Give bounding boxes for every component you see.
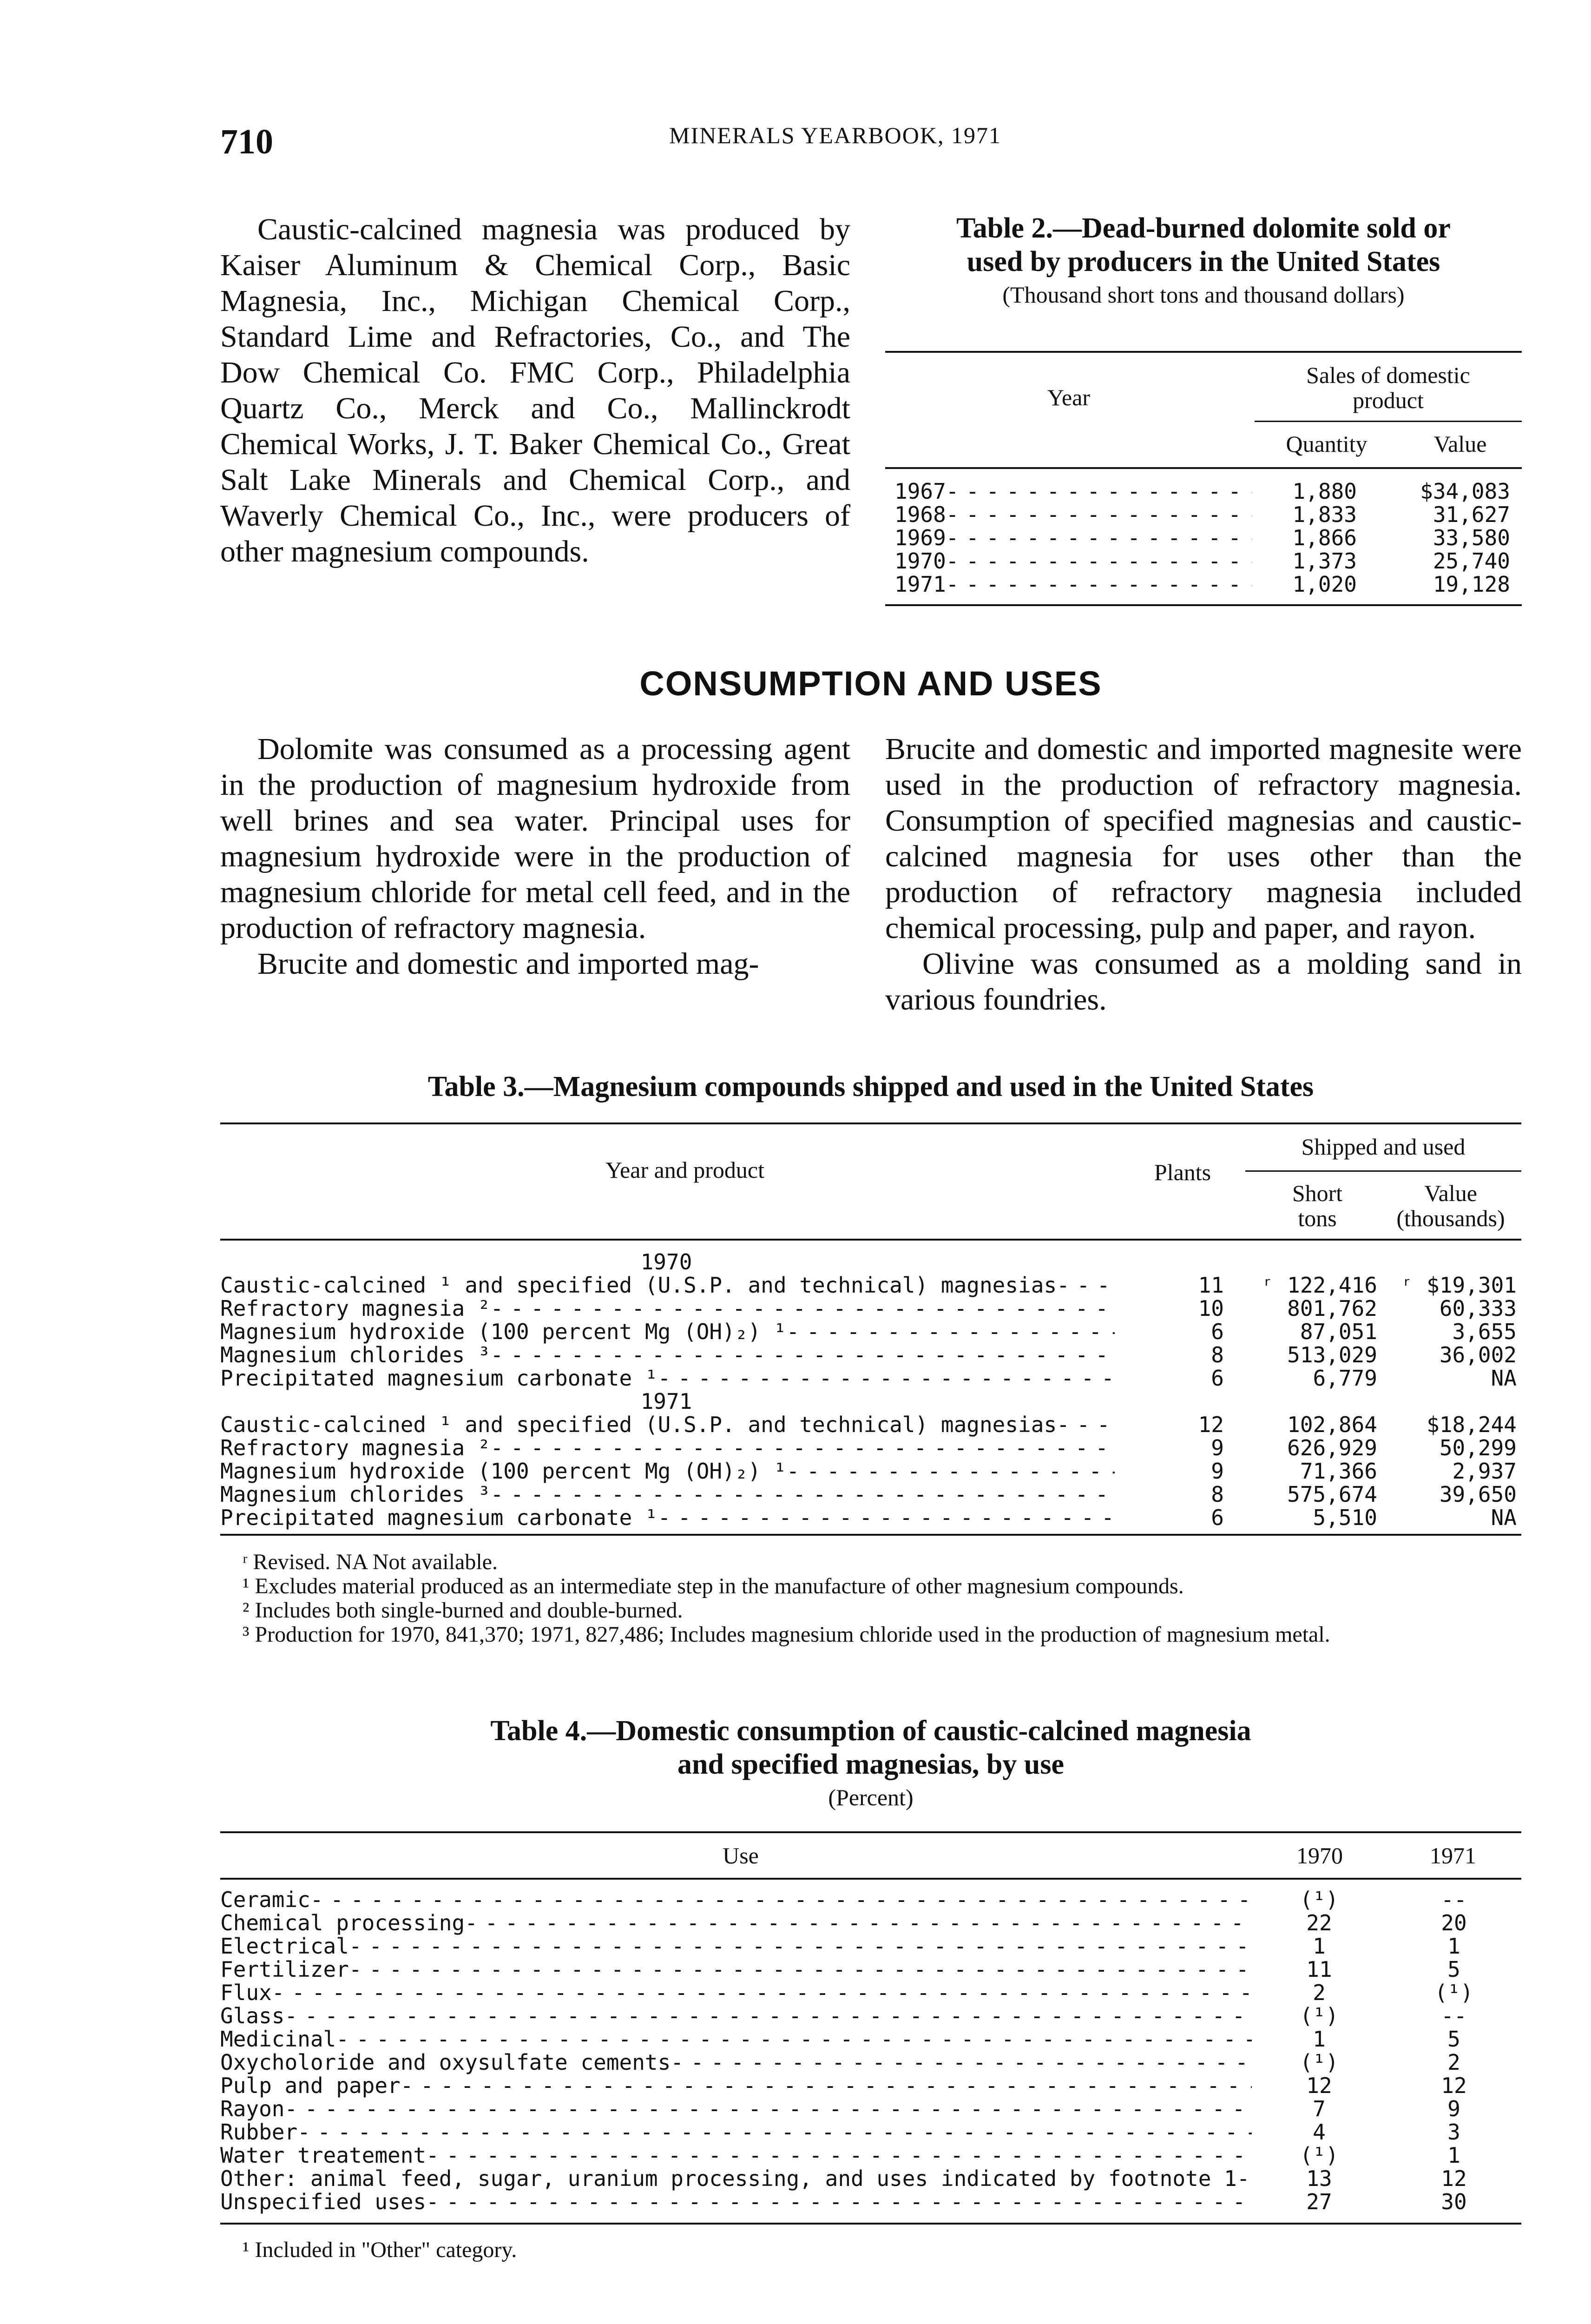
table3-product: Magnesium hydroxide (100 percent Mg (OH)₂) ¹ bbox=[220, 1459, 787, 1484]
table-row bbox=[220, 2074, 1521, 2097]
leader-dots bbox=[284, 2097, 1252, 2120]
section-heading: CONSUMPTION AND USES bbox=[639, 664, 1102, 703]
table4-use: Ceramic bbox=[220, 1887, 310, 1912]
table3-tons: 87,051 bbox=[1300, 1319, 1377, 1344]
table-row bbox=[894, 549, 1522, 573]
leader-dots bbox=[491, 1297, 1115, 1320]
table4-top-rule bbox=[220, 1831, 1521, 1833]
table-row bbox=[220, 1320, 1521, 1343]
table3-value: 39,650 bbox=[1439, 1482, 1517, 1507]
table2-title-line1: Table 2.—Dead-burned dolomite sold or bbox=[956, 212, 1451, 244]
table3-product-cell bbox=[220, 1343, 1115, 1367]
table-row bbox=[220, 1888, 1521, 1911]
table3-plants: 12 bbox=[1198, 1412, 1224, 1437]
table4-body bbox=[220, 1888, 1521, 2213]
table4-title-line1: Table 4.—Domestic consumption of caustic-calcined magnesia bbox=[490, 1715, 1251, 1747]
table3-tons: 6,779 bbox=[1313, 1366, 1377, 1391]
leader-dots bbox=[465, 1911, 1252, 1934]
table3-product: Magnesium hydroxide (100 percent Mg (OH)₂) ¹ bbox=[220, 1319, 787, 1344]
leader-dots bbox=[491, 1483, 1115, 1506]
consumption-right-column bbox=[885, 731, 1522, 1017]
consumption-left-column bbox=[220, 731, 850, 982]
table3-value: 36,002 bbox=[1439, 1342, 1517, 1367]
table4-col-1970: 1970 bbox=[1296, 1842, 1343, 1868]
table4-1971: 2 bbox=[1447, 2050, 1460, 2075]
table3-product-cell bbox=[220, 1483, 1115, 1506]
table3-product-cell bbox=[220, 1367, 1115, 1390]
table4-use: Electrical bbox=[220, 1934, 349, 1959]
table4-use-cell bbox=[220, 1981, 1252, 2004]
table3-body bbox=[220, 1250, 1521, 1529]
table3-col-tons-line1: Short bbox=[1292, 1180, 1343, 1206]
table3-product-cell bbox=[220, 1506, 1115, 1529]
table3-col-value bbox=[1380, 1181, 1521, 1231]
table3-col-value-line1: Value bbox=[1424, 1180, 1477, 1206]
table4-use: Water treatement bbox=[220, 2143, 427, 2168]
table4-1971: 5 bbox=[1447, 1957, 1460, 1982]
leader-dots bbox=[1057, 1413, 1115, 1436]
leader-dots bbox=[658, 1506, 1115, 1529]
table4-col-use: Use bbox=[723, 1842, 759, 1868]
leader-dots bbox=[426, 2144, 1252, 2167]
table3-col-tons-line2: tons bbox=[1298, 1205, 1337, 1231]
table3-product-cell bbox=[220, 1436, 1115, 1459]
table-row bbox=[220, 1274, 1521, 1297]
table2-year-cell bbox=[894, 549, 1252, 573]
table3-footnotes bbox=[220, 1550, 1521, 1647]
table3-tons: 626,929 bbox=[1287, 1435, 1377, 1460]
table2-col-group-line1: Sales of domestic bbox=[1306, 362, 1470, 388]
table4-use-cell bbox=[220, 2027, 1252, 2051]
table-row bbox=[894, 526, 1522, 549]
leader-dots bbox=[491, 1436, 1115, 1459]
table3-title: Table 3.—Magnesium compounds shipped and used in the United States bbox=[427, 1071, 1314, 1103]
table-row bbox=[894, 503, 1522, 526]
table-row bbox=[220, 2144, 1521, 2167]
table3-value: $18,244 bbox=[1427, 1412, 1517, 1437]
leader-dots bbox=[1057, 1274, 1115, 1297]
table4-1970: 22 bbox=[1306, 1910, 1332, 1935]
table2-quantity: 1,020 bbox=[1292, 572, 1357, 597]
table4-use-cell bbox=[220, 2097, 1252, 2120]
leader-dots bbox=[491, 1343, 1115, 1367]
table-row bbox=[220, 1506, 1521, 1529]
table4-1970: 12 bbox=[1306, 2073, 1332, 2098]
table-row bbox=[220, 1367, 1521, 1390]
table3-product: Caustic-calcined ¹ and specified (U.S.P. and technical) magnesias bbox=[220, 1412, 1057, 1437]
table-row bbox=[220, 2120, 1521, 2144]
table-row bbox=[220, 2051, 1521, 2074]
table2-col-group-line2: product bbox=[1353, 387, 1424, 413]
table2-year-cell bbox=[894, 573, 1252, 596]
table3-product: Magnesium chlorides ³ bbox=[220, 1482, 491, 1507]
table4-title-wrap bbox=[220, 1714, 1521, 1811]
table3-value: NA bbox=[1491, 1505, 1517, 1530]
table2-quantity: 1,833 bbox=[1292, 502, 1357, 527]
table-row bbox=[894, 573, 1522, 596]
leader-dots bbox=[787, 1320, 1115, 1343]
leader-dots bbox=[349, 1958, 1252, 1981]
table3-col-group: Shipped and used bbox=[1301, 1134, 1466, 1160]
table4-use-cell bbox=[220, 2144, 1252, 2167]
table2-year: 1970 bbox=[894, 548, 946, 574]
table3-footnote-1: ʳ Revised. NA Not available. bbox=[243, 1550, 498, 1574]
table2-col-year: Year bbox=[1047, 384, 1091, 410]
table3-plants: 6 bbox=[1211, 1505, 1224, 1530]
table4-1970: 13 bbox=[1306, 2166, 1332, 2191]
table4-footnote: ¹ Included in "Other" category. bbox=[243, 2238, 517, 2262]
table2-group-rule bbox=[1255, 421, 1522, 422]
table2-year: 1971 bbox=[894, 572, 946, 597]
table4-header-rule bbox=[220, 1878, 1521, 1880]
table4-1970: (¹) bbox=[1300, 2143, 1339, 2168]
table3-plants: 9 bbox=[1211, 1459, 1224, 1484]
table-row bbox=[220, 2167, 1521, 2190]
table-row bbox=[220, 1981, 1521, 2004]
table4-use-cell bbox=[220, 2004, 1252, 2027]
table4-use-cell bbox=[220, 1934, 1252, 1958]
table-row bbox=[220, 2004, 1521, 2027]
table4-1970: 4 bbox=[1313, 2119, 1326, 2145]
table4-use: Medicinal bbox=[220, 2027, 336, 2052]
table4-use-cell bbox=[220, 1911, 1252, 1934]
table-row bbox=[220, 1459, 1521, 1483]
table4-title-line2: and specified magnesias, by use bbox=[677, 1749, 1064, 1780]
table4-1971: 5 bbox=[1447, 2027, 1460, 2052]
leader-dots bbox=[787, 1459, 1115, 1483]
table4-use: Pulp and paper bbox=[220, 2073, 401, 2098]
table4-use-cell bbox=[220, 1958, 1252, 1981]
table3-product-cell bbox=[220, 1320, 1115, 1343]
leader-dots bbox=[272, 1981, 1252, 2004]
table3-bottom-rule bbox=[220, 1534, 1521, 1536]
leader-dots bbox=[349, 1934, 1252, 1958]
table4-use-cell bbox=[220, 2167, 1252, 2190]
table3-product-cell bbox=[220, 1459, 1115, 1483]
table-row bbox=[220, 2027, 1521, 2051]
table2-title-line2: used by producers in the United States bbox=[966, 246, 1440, 277]
table4-1970: 7 bbox=[1313, 2096, 1326, 2121]
table-row bbox=[220, 1343, 1521, 1367]
table3-title-wrap bbox=[220, 1070, 1521, 1103]
table4-use-cell bbox=[220, 2190, 1252, 2213]
table3-tons: 5,510 bbox=[1313, 1505, 1377, 1530]
table2-year: 1969 bbox=[894, 525, 946, 550]
table3-plants: 8 bbox=[1211, 1342, 1224, 1367]
table4-use-cell bbox=[220, 2120, 1252, 2144]
leader-dots bbox=[310, 1888, 1252, 1911]
table3-col-value-line2: (thousands) bbox=[1396, 1205, 1505, 1231]
table4-use-cell bbox=[220, 2051, 1252, 2074]
consumption-paragraph-2-start: Brucite and domestic and imported mag- bbox=[257, 947, 759, 981]
table3-product: Caustic-calcined ¹ and specified (U.S.P. and technical) magnesias bbox=[220, 1273, 1057, 1298]
table4-1970: (¹) bbox=[1300, 2050, 1339, 2075]
table2-year-cell bbox=[894, 503, 1252, 526]
leader-dots bbox=[671, 2051, 1252, 2074]
table2-col-group bbox=[1255, 363, 1522, 413]
table3-product: Refractory magnesia ² bbox=[220, 1435, 491, 1460]
table3-product: Magnesium chlorides ³ bbox=[220, 1342, 491, 1367]
table2-value: 31,627 bbox=[1433, 502, 1510, 527]
table3-tons: 801,762 bbox=[1287, 1296, 1377, 1321]
table4-1970: (¹) bbox=[1300, 2003, 1339, 2028]
table3-footnote-4: ³ Production for 1970, 841,370; 1971, 827,486; Includes magnesium chloride used in the production of magnesium metal. bbox=[243, 1622, 1330, 1647]
table3-footnote-2: ¹ Excludes material produced as an intermediate step in the manufacture of other magnesium compounds. bbox=[243, 1574, 1184, 1598]
table3-tons: 71,366 bbox=[1300, 1459, 1377, 1484]
table2-quantity: 1,373 bbox=[1292, 548, 1357, 574]
table2-header-rule bbox=[885, 467, 1522, 469]
consumption-paragraph-1: Dolomite was consumed as a processing agent in the production of magnesium hydroxide from well brines and sea water. Principal uses for magnesium hydroxide were in the production of magnesium chloride for metal cell feed, and in the production of refractory magnesia. bbox=[220, 732, 850, 945]
table3-value: 2,937 bbox=[1452, 1459, 1517, 1484]
table2-value: 33,580 bbox=[1433, 525, 1510, 550]
table2 bbox=[885, 211, 1522, 308]
table4-1971: (¹) bbox=[1434, 1980, 1473, 2005]
table4-1971: 30 bbox=[1441, 2189, 1467, 2214]
leader-dots bbox=[401, 2074, 1252, 2097]
table3-year-heading: 1971 bbox=[640, 1389, 692, 1414]
table3-header-rule bbox=[220, 1239, 1521, 1241]
table3-value: 60,333 bbox=[1439, 1296, 1517, 1321]
table4-1970: 11 bbox=[1306, 1957, 1332, 1982]
page-number: 710 bbox=[220, 122, 273, 161]
table2-subtitle: (Thousand short tons and thousand dollars) bbox=[1002, 282, 1405, 308]
table3-year-heading: 1970 bbox=[640, 1249, 692, 1274]
intro-paragraph: Caustic-calcined magnesia was produced by Kaiser Aluminum & Chemical Corp., Basic Magnesia, Inc., Michigan Chemical Corp., Standard Lime and Refractories, Co., and The Dow Chemical Co. FMC Corp., Philadelphia Quartz Co., Merck and Co., Mallinckrodt Chemical Works, J. T. Baker Chemical Co., Great Salt Lake Minerals and Chemical Corp., and Waverly Chemical Co., Inc., were producers of other magnesium compounds. bbox=[220, 212, 850, 568]
table4-1970: 2 bbox=[1313, 1980, 1326, 2005]
leader-dots bbox=[946, 573, 1252, 596]
table2-col-quantity: Quantity bbox=[1286, 431, 1367, 457]
table2-quantity: 1,866 bbox=[1292, 525, 1357, 550]
table4-use: Oxycholoride and oxysulfate cements bbox=[220, 2050, 671, 2075]
table4-use: Other: animal feed, sugar, uranium processing, and uses indicated by footnote 1 bbox=[220, 2166, 1237, 2191]
table3-col-plants: Plants bbox=[1154, 1159, 1211, 1185]
table2-year-cell bbox=[894, 480, 1252, 503]
running-title: MINERALS YEARBOOK, 1971 bbox=[669, 122, 1001, 148]
table4-use: Rubber bbox=[220, 2119, 298, 2145]
table4-1971: 1 bbox=[1447, 1934, 1460, 1959]
table3-plants: 10 bbox=[1198, 1296, 1224, 1321]
table-row bbox=[220, 1413, 1521, 1436]
table3-plants: 6 bbox=[1211, 1366, 1224, 1391]
table4-use-cell bbox=[220, 1888, 1252, 1911]
leader-dots bbox=[946, 480, 1252, 503]
table2-value: $34,083 bbox=[1420, 479, 1510, 504]
table2-year: 1968 bbox=[894, 502, 946, 527]
table4-use-cell bbox=[220, 2074, 1252, 2097]
table2-top-rule bbox=[885, 351, 1522, 353]
table4-use: Fertilizer bbox=[220, 1957, 349, 1982]
table4-1970: 27 bbox=[1306, 2189, 1332, 2214]
leader-dots bbox=[284, 2004, 1252, 2027]
table3-tons: ʳ 122,416 bbox=[1261, 1273, 1377, 1298]
table3-col-product: Year and product bbox=[605, 1157, 765, 1183]
table2-value: 19,128 bbox=[1433, 572, 1510, 597]
table3-product: Refractory magnesia ² bbox=[220, 1296, 491, 1321]
table2-year-cell bbox=[894, 526, 1252, 549]
table3-plants: 8 bbox=[1211, 1482, 1224, 1507]
table3-product-cell bbox=[220, 1413, 1115, 1436]
table-row bbox=[220, 1436, 1521, 1459]
table4-1971: 20 bbox=[1441, 1910, 1467, 1935]
table4-use: Rayon bbox=[220, 2096, 285, 2121]
table2-value: 25,740 bbox=[1433, 548, 1510, 574]
table3-product: Precipitated magnesium carbonate ¹ bbox=[220, 1505, 658, 1530]
leader-dots bbox=[658, 1367, 1115, 1390]
table4-use: Chemical processing bbox=[220, 1910, 465, 1935]
table4-1971: -- bbox=[1441, 1887, 1467, 1912]
table4-1971: 3 bbox=[1447, 2119, 1460, 2145]
table4-1971: 1 bbox=[1447, 2143, 1460, 2168]
leader-dots bbox=[946, 526, 1252, 549]
table3-footnote-3: ² Includes both single-burned and double-burned. bbox=[243, 1598, 683, 1623]
table2-col-value: Value bbox=[1433, 431, 1487, 457]
table3-group-rule bbox=[1245, 1170, 1521, 1172]
table3-value: NA bbox=[1491, 1366, 1517, 1391]
table2-body bbox=[894, 480, 1522, 596]
table3-value: 50,299 bbox=[1439, 1435, 1517, 1460]
table3-value: 3,655 bbox=[1452, 1319, 1517, 1344]
table3-top-rule bbox=[220, 1122, 1521, 1124]
leader-dots bbox=[426, 2190, 1252, 2213]
table4-use: Flux bbox=[220, 1980, 272, 2005]
table-row bbox=[220, 1934, 1521, 1958]
leader-dots bbox=[1237, 2167, 1252, 2190]
table4-col-1971: 1971 bbox=[1430, 1842, 1476, 1868]
consumption-paragraph-3: Olivine was consumed as a molding sand in various foundries. bbox=[885, 947, 1522, 1017]
table-row bbox=[220, 1958, 1521, 1981]
table3-tons: 575,674 bbox=[1287, 1482, 1377, 1507]
table4-1970: (¹) bbox=[1300, 1887, 1339, 1912]
table3-product: Precipitated magnesium carbonate ¹ bbox=[220, 1366, 658, 1391]
table3-value: ʳ $19,301 bbox=[1400, 1273, 1517, 1298]
table-row bbox=[894, 480, 1522, 503]
table4-subtitle: (Percent) bbox=[828, 1784, 914, 1810]
leader-dots bbox=[946, 549, 1252, 573]
table3-tons: 513,029 bbox=[1287, 1342, 1377, 1367]
table4-1970: 1 bbox=[1313, 2027, 1326, 2052]
table-row bbox=[220, 2190, 1521, 2213]
table3-product-cell bbox=[220, 1274, 1115, 1297]
table3-plants: 9 bbox=[1211, 1435, 1224, 1460]
table4-1971: 12 bbox=[1441, 2166, 1467, 2191]
table3-plants: 6 bbox=[1211, 1319, 1224, 1344]
table4-use: Unspecified uses bbox=[220, 2189, 427, 2214]
table2-quantity: 1,880 bbox=[1292, 479, 1357, 504]
table4-bottom-rule bbox=[220, 2223, 1521, 2225]
table-row bbox=[220, 1911, 1521, 1934]
table4-1970: 1 bbox=[1313, 1934, 1326, 1959]
table3-product-cell bbox=[220, 1297, 1115, 1320]
table2-year: 1967 bbox=[894, 479, 946, 504]
leader-dots bbox=[336, 2027, 1252, 2051]
leader-dots bbox=[297, 2120, 1252, 2144]
leader-dots bbox=[946, 503, 1252, 526]
table3-col-tons bbox=[1255, 1181, 1380, 1231]
table-row bbox=[220, 1297, 1521, 1320]
table3-plants: 11 bbox=[1198, 1273, 1224, 1298]
table4-1971: -- bbox=[1441, 2003, 1467, 2028]
table4-1971: 12 bbox=[1441, 2073, 1467, 2098]
table2-bottom-rule bbox=[885, 604, 1522, 606]
table4-1971: 9 bbox=[1447, 2096, 1460, 2121]
table3-tons: 102,864 bbox=[1287, 1412, 1377, 1437]
table4-use: Glass bbox=[220, 2003, 285, 2028]
consumption-paragraph-2: Brucite and domestic and imported magnesite were used in the production of refractory magnesia. Consumption of specified magnesias and caustic-calcined magnesia for uses other than the production of refractory magnesia included chemical processing, pulp and paper, and rayon. bbox=[885, 732, 1522, 945]
table-row bbox=[220, 2097, 1521, 2120]
table-row bbox=[220, 1483, 1521, 1506]
